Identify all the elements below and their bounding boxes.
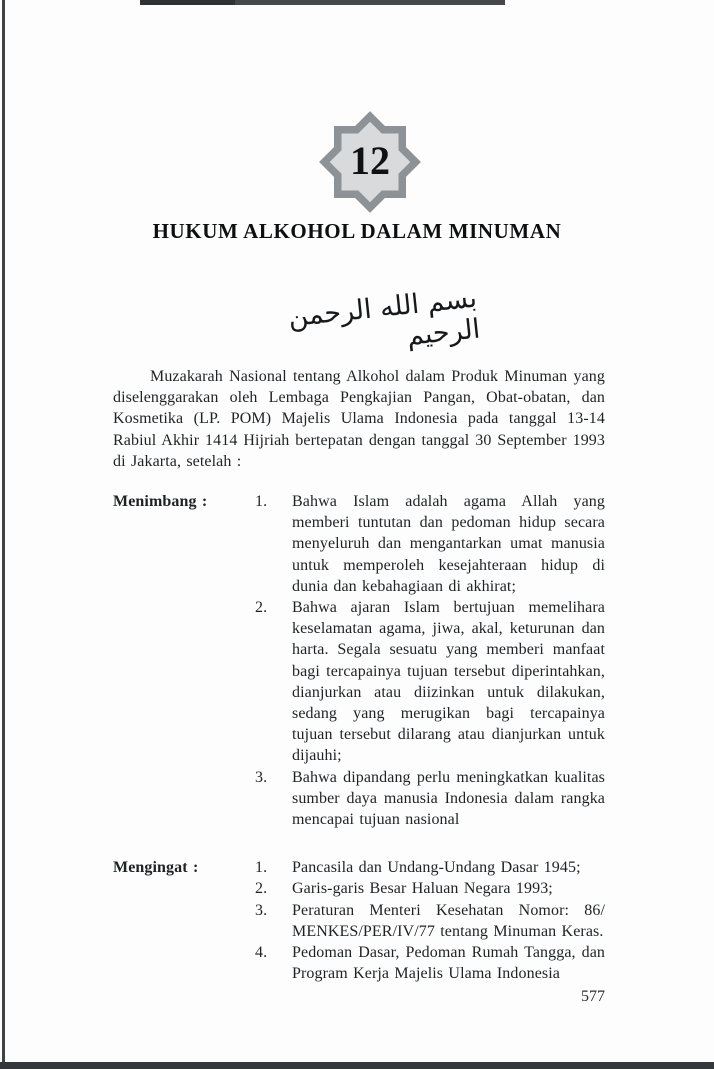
chapter-number: 12: [350, 137, 390, 183]
bismillah-calligraphy: بسم الله الرحمن الرحيم: [286, 282, 482, 352]
section-menimbang: [113, 491, 605, 830]
list-item: [255, 597, 605, 767]
item-number: 2.: [255, 599, 268, 617]
mengingat-item-list: [255, 857, 605, 984]
item-number: 1.: [255, 493, 268, 511]
item-number: 1.: [255, 859, 268, 877]
item-text: Bahwa Islam adalah agama Allah yang memberi tuntutan dan pedoman hidup secara menyeluruh dan mengantarkan umat manusia untuk memperoleh kesejahteraan hidup di dunia dan kebahagiaan di akhirat;: [292, 493, 605, 595]
document-title: HUKUM ALKOHOL DALAM MINUMAN: [152, 219, 562, 243]
section-mengingat: [113, 857, 605, 984]
item-text: Pedoman Dasar, Pedoman Rumah Tangga, dan Program Kerja Majelis Ulama Indonesia: [292, 944, 605, 983]
page-scan-bottom-edge: [0, 1062, 714, 1069]
menimbang-item-list: [255, 491, 605, 830]
list-item: [255, 900, 605, 942]
document-body: [113, 366, 605, 984]
list-item: [255, 878, 605, 899]
list-item: [255, 491, 605, 597]
section-label: Mengingat :: [113, 859, 199, 877]
item-number: 2.: [255, 880, 268, 898]
list-item: [255, 857, 605, 878]
item-text: Peraturan Menteri Kesehatan Nomor: 86/ MENKES/PER/IV/77 tentang Minuman Keras.: [292, 901, 605, 940]
chapter-badge: [318, 110, 422, 214]
page-number: 577: [581, 988, 605, 1005]
item-number: 3.: [255, 768, 268, 786]
page-scan-left-edge: [2, 0, 5, 1069]
item-text: Pancasila dan Undang-Undang Dasar 1945;: [292, 859, 581, 877]
item-text: Bahwa ajaran Islam bertujuan memelihara keselamatan agama, jiwa, akal, keturunan dan harta. Segala sesuatu yang memberi manfaat bagi tercapainya tujuan tersebut diperintahkan, dianjurkan atau diizinkan untuk dilakukan, sedang yang merugikan bagi tercapainya tujuan tersebut dilarang atau dianjurkan untuk dijauhi;: [292, 599, 605, 765]
item-number: 4.: [255, 944, 268, 962]
item-text: Bahwa dipandang perlu meningkatkan kualitas sumber daya manusia Indonesia dalam rangka mencapai tujuan nasional: [292, 768, 605, 829]
intro-paragraph: Muzakarah Nasional tentang Alkohol dalam Produk Minuman yang diselenggarakan oleh Lembaga Pengkajian Pangan, Obat-obatan, dan Kosmetika (LP. POM) Majelis Ulama Indonesia pada tanggal 13-14 Rabiul Akhir 1414 Hijriah bertepatan dengan tanggal 30 September 1993 di Jakarta, setelah :: [113, 368, 605, 470]
section-label: Menimbang :: [113, 493, 208, 511]
item-number: 3.: [255, 901, 268, 919]
item-text: Garis-garis Besar Haluan Negara 1993;: [292, 880, 553, 898]
page-scan-top-edge: [140, 0, 505, 5]
list-item: [255, 767, 605, 831]
list-item: [255, 942, 605, 984]
